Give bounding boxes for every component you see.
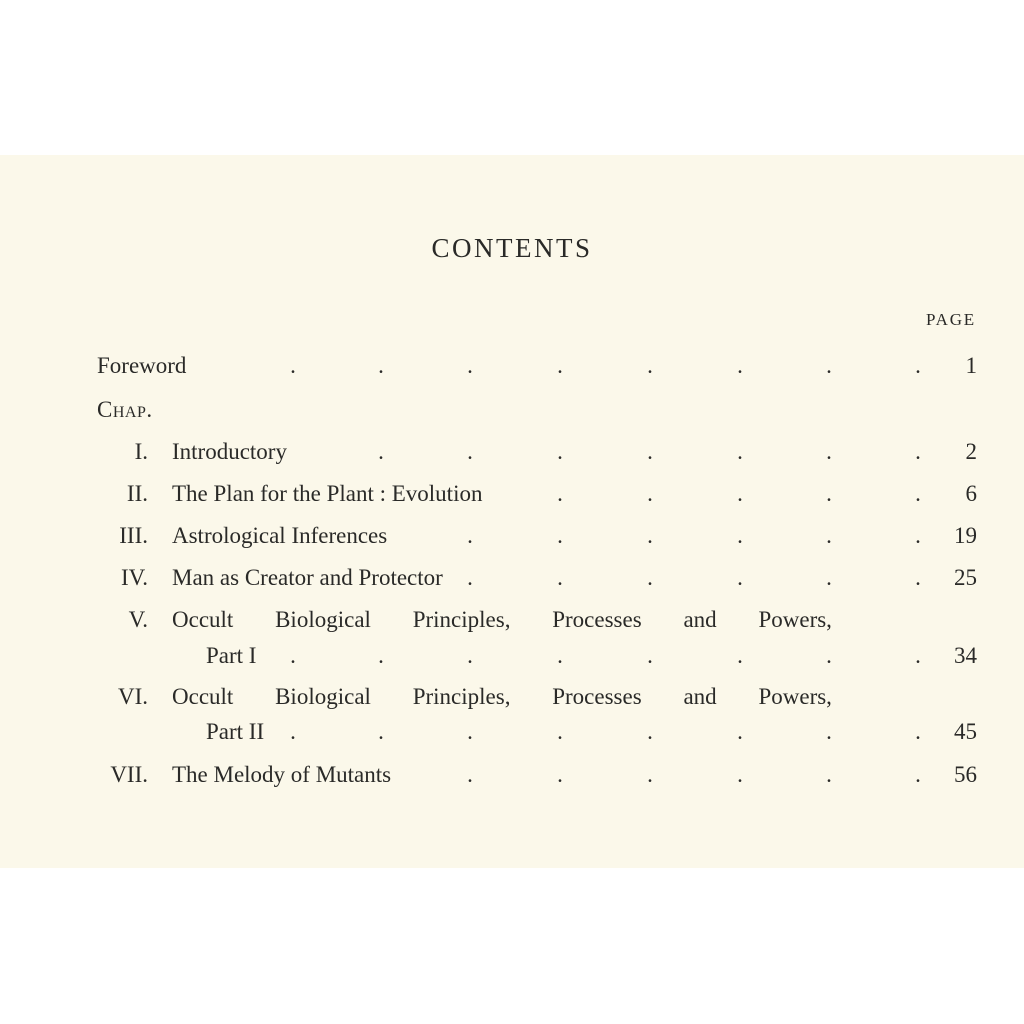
leader-dot: . bbox=[378, 719, 384, 744]
title-word: Powers, bbox=[758, 684, 832, 709]
leader-dot: . bbox=[915, 353, 921, 378]
toc-entry-5-continued bbox=[0, 643, 1024, 673]
leader-dot: . bbox=[915, 762, 921, 787]
entry-page: 1 bbox=[965, 353, 977, 378]
leader-dot: . bbox=[647, 565, 653, 590]
chapter-column-label bbox=[0, 397, 1024, 427]
leader-dot: . bbox=[290, 643, 296, 668]
toc-entry-4 bbox=[0, 565, 1024, 595]
entry-title-continued: Part I bbox=[206, 643, 257, 668]
leader-dot: . bbox=[826, 719, 832, 744]
chapter-number: IV. bbox=[120, 565, 148, 590]
entry-title: Introductory bbox=[172, 439, 287, 464]
entry-page: 56 bbox=[954, 762, 977, 787]
entry-page: 25 bbox=[954, 565, 977, 590]
leader-dot: . bbox=[557, 762, 563, 787]
entry-title bbox=[172, 607, 832, 633]
entry-page: 34 bbox=[954, 643, 977, 668]
chapter-number: VI. bbox=[117, 684, 148, 709]
leader-dot: . bbox=[467, 523, 473, 548]
leader-dot: . bbox=[826, 565, 832, 590]
leader-dot: . bbox=[467, 719, 473, 744]
title-word: Biological bbox=[275, 607, 371, 632]
entry-title-continued: Part II bbox=[206, 719, 265, 744]
leader-dot: . bbox=[647, 353, 653, 378]
leader-dot: . bbox=[378, 353, 384, 378]
leader-dot: . bbox=[737, 762, 743, 787]
chap-label: Chap. bbox=[97, 397, 153, 422]
title-word: and bbox=[683, 684, 717, 709]
leader-dot: . bbox=[826, 439, 832, 464]
leader-dot: . bbox=[467, 565, 473, 590]
title-word: Occult bbox=[172, 684, 234, 709]
leader-dot: . bbox=[737, 523, 743, 548]
title-word: Biological bbox=[275, 684, 371, 709]
toc-entry-2 bbox=[0, 481, 1024, 511]
chapter-number: II. bbox=[126, 481, 148, 506]
toc-entry-1 bbox=[0, 439, 1024, 469]
leader-dot: . bbox=[647, 481, 653, 506]
leader-dot: . bbox=[915, 481, 921, 506]
contents-heading: CONTENTS bbox=[431, 233, 593, 263]
leader-dot: . bbox=[647, 762, 653, 787]
page-column-header: PAGE bbox=[925, 310, 976, 329]
entry-title: Man as Creator and Protector bbox=[172, 565, 443, 590]
leader-dot: . bbox=[737, 565, 743, 590]
chapter-number: V. bbox=[128, 607, 148, 632]
leader-dot: . bbox=[915, 565, 921, 590]
entry-title bbox=[172, 684, 832, 710]
entry-title: The Melody of Mutants bbox=[172, 762, 392, 787]
leader-dot: . bbox=[378, 643, 384, 668]
entry-page: 19 bbox=[954, 523, 977, 548]
page bbox=[0, 155, 1024, 868]
toc-entry-foreword bbox=[0, 353, 1024, 383]
leader-dot: . bbox=[737, 481, 743, 506]
leader-dot: . bbox=[467, 353, 473, 378]
title-word: Powers, bbox=[758, 607, 832, 632]
leader-dot: . bbox=[290, 353, 296, 378]
title-word: Principles, bbox=[412, 684, 511, 709]
leader-dot: . bbox=[826, 481, 832, 506]
leader-dot: . bbox=[647, 523, 653, 548]
entry-title: Foreword bbox=[97, 353, 187, 378]
leader-dot: . bbox=[647, 439, 653, 464]
leader-dot: . bbox=[826, 523, 832, 548]
leader-dot: . bbox=[557, 523, 563, 548]
entry-page: 45 bbox=[954, 719, 977, 744]
title-word: Occult bbox=[172, 607, 234, 632]
toc-entry-7 bbox=[0, 762, 1024, 792]
leader-dot: . bbox=[290, 719, 296, 744]
leader-dot: . bbox=[557, 719, 563, 744]
title-word: Principles, bbox=[412, 607, 511, 632]
entry-title: Astrological Inferences bbox=[172, 523, 388, 548]
leader-dot: . bbox=[737, 353, 743, 378]
leader-dot: . bbox=[737, 643, 743, 668]
entry-page: 2 bbox=[965, 439, 977, 464]
leader-dot: . bbox=[737, 719, 743, 744]
chapter-number: I. bbox=[134, 439, 148, 464]
chapter-number: VII. bbox=[110, 762, 148, 787]
leader-dot: . bbox=[647, 643, 653, 668]
leader-dot: . bbox=[826, 762, 832, 787]
title-word: Processes bbox=[552, 607, 642, 632]
leader-dot: . bbox=[647, 719, 653, 744]
leader-dot: . bbox=[557, 353, 563, 378]
leader-dot: . bbox=[737, 439, 743, 464]
leader-dot: . bbox=[826, 643, 832, 668]
leader-dot: . bbox=[915, 719, 921, 744]
title-word: and bbox=[683, 607, 717, 632]
leader-dot: . bbox=[378, 439, 384, 464]
leader-dot: . bbox=[467, 762, 473, 787]
leader-dot: . bbox=[557, 439, 563, 464]
chapter-number: III. bbox=[119, 523, 148, 548]
entry-title: The Plan for the Plant : Evolution bbox=[172, 481, 483, 506]
leader-dot: . bbox=[557, 565, 563, 590]
toc-entry-6 bbox=[0, 684, 1024, 714]
title-word: Processes bbox=[552, 684, 642, 709]
leader-dot: . bbox=[557, 481, 563, 506]
leader-dot: . bbox=[915, 439, 921, 464]
leader-dot: . bbox=[826, 353, 832, 378]
toc-entry-6-continued bbox=[0, 719, 1024, 749]
leader-dot: . bbox=[915, 643, 921, 668]
entry-page: 6 bbox=[965, 481, 977, 506]
leader-dot: . bbox=[467, 643, 473, 668]
toc-entry-5 bbox=[0, 607, 1024, 637]
toc-entry-3 bbox=[0, 523, 1024, 553]
leader-dot: . bbox=[915, 523, 921, 548]
leader-dot: . bbox=[557, 643, 563, 668]
leader-dot: . bbox=[467, 439, 473, 464]
